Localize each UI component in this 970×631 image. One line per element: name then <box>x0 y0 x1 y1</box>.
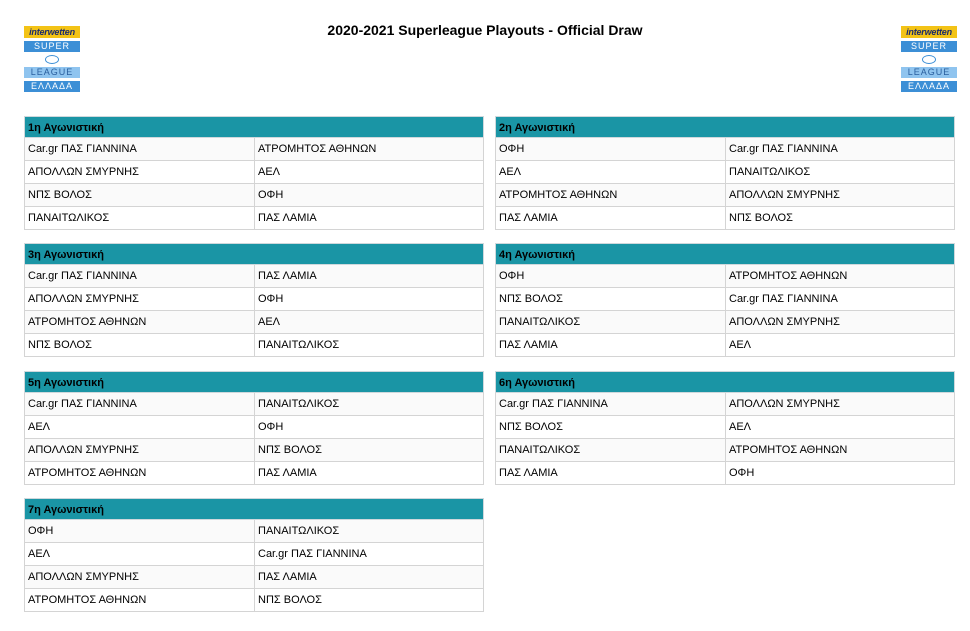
away-team: ΠΑΝΑΙΤΩΛΙΚΟΣ <box>725 161 954 183</box>
logo-greece-text: ΕΛΛΑΔΑ <box>901 81 957 92</box>
match-row <box>24 520 484 543</box>
away-team: ΑΠΟΛΛΩΝ ΣΜΥΡΝΗΣ <box>725 393 954 415</box>
page-title: 2020-2021 Superleague Playouts - Official Draw <box>327 22 643 38</box>
round-table <box>24 243 484 357</box>
match-row <box>495 138 955 161</box>
match-row <box>24 393 484 416</box>
round-header: 7η Αγωνιστική <box>24 498 484 520</box>
round-table <box>495 116 955 230</box>
match-row <box>495 416 955 439</box>
round-table <box>495 243 955 357</box>
match-row <box>24 416 484 439</box>
away-team: ΑΠΟΛΛΩΝ ΣΜΥΡΝΗΣ <box>725 311 954 333</box>
away-team: ΠΑΣ ΛΑΜΙΑ <box>254 265 483 287</box>
away-team: ΠΑΝΑΙΤΩΛΙΚΟΣ <box>254 520 483 542</box>
match-row <box>495 265 955 288</box>
logo-ball-icon <box>901 55 957 64</box>
home-team: ΑΠΟΛΛΩΝ ΣΜΥΡΝΗΣ <box>28 166 139 178</box>
away-team: ΠΑΣ ΛΑΜΙΑ <box>254 566 483 588</box>
home-team: ΟΦΗ <box>28 525 54 537</box>
match-row <box>24 334 484 357</box>
round-header: 2η Αγωνιστική <box>495 116 955 138</box>
home-team: ΑΠΟΛΛΩΝ ΣΜΥΡΝΗΣ <box>28 444 139 456</box>
home-team: Car.gr ΠΑΣ ΓΙΑΝΝΙΝΑ <box>499 398 608 410</box>
match-row <box>24 161 484 184</box>
match-row <box>24 462 484 485</box>
away-team: ΠΑΝΑΙΤΩΛΙΚΟΣ <box>254 334 483 356</box>
away-team: ΝΠΣ ΒΟΛΟΣ <box>254 589 483 611</box>
away-team: ΝΠΣ ΒΟΛΟΣ <box>725 207 954 229</box>
match-row <box>495 334 955 357</box>
match-row <box>24 311 484 334</box>
round-header: 4η Αγωνιστική <box>495 243 955 265</box>
logo-greece-text: ΕΛΛΑΔΑ <box>24 81 80 92</box>
round-table <box>24 371 484 485</box>
away-team: ΝΠΣ ΒΟΛΟΣ <box>254 439 483 461</box>
away-team: ΑΤΡΟΜΗΤΟΣ ΑΘΗΝΩΝ <box>725 439 954 461</box>
away-team: ΑΕΛ <box>254 161 483 183</box>
round-table <box>24 116 484 230</box>
round-header: 1η Αγωνιστική <box>24 116 484 138</box>
home-team: ΑΕΛ <box>499 166 522 178</box>
home-team: ΑΠΟΛΛΩΝ ΣΜΥΡΝΗΣ <box>28 571 139 583</box>
home-team: ΑΤΡΟΜΗΤΟΣ ΑΘΗΝΩΝ <box>28 316 147 328</box>
home-team: Car.gr ΠΑΣ ΓΙΑΝΝΙΝΑ <box>28 398 137 410</box>
home-team: ΑΤΡΟΜΗΤΟΣ ΑΘΗΝΩΝ <box>499 189 618 201</box>
match-row <box>24 566 484 589</box>
home-team: ΝΠΣ ΒΟΛΟΣ <box>499 293 563 305</box>
logo-league-text: LEAGUE <box>24 67 80 78</box>
away-team: Car.gr ΠΑΣ ΓΙΑΝΝΙΝΑ <box>725 288 954 310</box>
round-header: 3η Αγωνιστική <box>24 243 484 265</box>
away-team: ΟΦΗ <box>254 184 483 206</box>
match-row <box>495 462 955 485</box>
away-team: ΠΑΣ ΛΑΜΙΑ <box>254 462 483 484</box>
away-team: ΠΑΣ ΛΑΜΙΑ <box>254 207 483 229</box>
match-row <box>24 138 484 161</box>
home-team: ΠΑΣ ΛΑΜΙΑ <box>499 212 558 224</box>
home-team: ΝΠΣ ΒΟΛΟΣ <box>28 339 92 351</box>
away-team: ΟΦΗ <box>254 416 483 438</box>
logo-super-text: SUPER <box>24 41 80 52</box>
home-team: ΑΕΛ <box>28 421 51 433</box>
away-team: ΑΤΡΟΜΗΤΟΣ ΑΘΗΝΩΝ <box>725 265 954 287</box>
away-team: ΑΕΛ <box>725 334 954 356</box>
away-team: ΟΦΗ <box>254 288 483 310</box>
home-team: ΠΑΣ ΛΑΜΙΑ <box>499 339 558 351</box>
superleague-logo-left <box>24 26 80 108</box>
match-row <box>495 207 955 230</box>
home-team: ΑΤΡΟΜΗΤΟΣ ΑΘΗΝΩΝ <box>28 594 147 606</box>
home-team: ΠΑΣ ΛΑΜΙΑ <box>499 467 558 479</box>
match-row <box>24 288 484 311</box>
round-header: 5η Αγωνιστική <box>24 371 484 393</box>
match-row <box>24 543 484 566</box>
home-team: Car.gr ΠΑΣ ΓΙΑΝΝΙΝΑ <box>28 270 137 282</box>
home-team: ΟΦΗ <box>499 270 525 282</box>
home-team: ΝΠΣ ΒΟΛΟΣ <box>499 421 563 433</box>
away-team: ΑΤΡΟΜΗΤΟΣ ΑΘΗΝΩΝ <box>254 138 483 160</box>
home-team: ΠΑΝΑΙΤΩΛΙΚΟΣ <box>28 212 110 224</box>
home-team: Car.gr ΠΑΣ ΓΙΑΝΝΙΝΑ <box>28 143 137 155</box>
home-team: ΠΑΝΑΙΤΩΛΙΚΟΣ <box>499 444 581 456</box>
logo-ball-icon <box>24 55 80 64</box>
match-row <box>495 161 955 184</box>
away-team: ΑΕΛ <box>725 416 954 438</box>
match-row <box>24 207 484 230</box>
round-header: 6η Αγωνιστική <box>495 371 955 393</box>
match-row <box>495 311 955 334</box>
home-team: ΠΑΝΑΙΤΩΛΙΚΟΣ <box>499 316 581 328</box>
home-team: ΑΠΟΛΛΩΝ ΣΜΥΡΝΗΣ <box>28 293 139 305</box>
match-row <box>24 265 484 288</box>
match-row <box>24 589 484 612</box>
away-team: ΑΠΟΛΛΩΝ ΣΜΥΡΝΗΣ <box>725 184 954 206</box>
match-row <box>24 439 484 462</box>
away-team: ΑΕΛ <box>254 311 483 333</box>
home-team: ΝΠΣ ΒΟΛΟΣ <box>28 189 92 201</box>
away-team: ΠΑΝΑΙΤΩΛΙΚΟΣ <box>254 393 483 415</box>
home-team: ΑΕΛ <box>28 548 51 560</box>
round-table <box>495 371 955 485</box>
home-team: ΑΤΡΟΜΗΤΟΣ ΑΘΗΝΩΝ <box>28 467 147 479</box>
match-row <box>495 439 955 462</box>
away-team: Car.gr ΠΑΣ ΓΙΑΝΝΙΝΑ <box>254 543 483 565</box>
sponsor-logo-text: interwetten <box>24 26 80 38</box>
logo-super-text: SUPER <box>901 41 957 52</box>
match-row <box>495 393 955 416</box>
match-row <box>495 184 955 207</box>
sponsor-logo-text: interwetten <box>901 26 957 38</box>
logo-league-text: LEAGUE <box>901 67 957 78</box>
away-team: ΟΦΗ <box>725 462 954 484</box>
home-team: ΟΦΗ <box>499 143 525 155</box>
round-table <box>24 498 484 612</box>
match-row <box>24 184 484 207</box>
away-team: Car.gr ΠΑΣ ΓΙΑΝΝΙΝΑ <box>725 138 954 160</box>
superleague-logo-right <box>901 26 957 108</box>
match-row <box>495 288 955 311</box>
